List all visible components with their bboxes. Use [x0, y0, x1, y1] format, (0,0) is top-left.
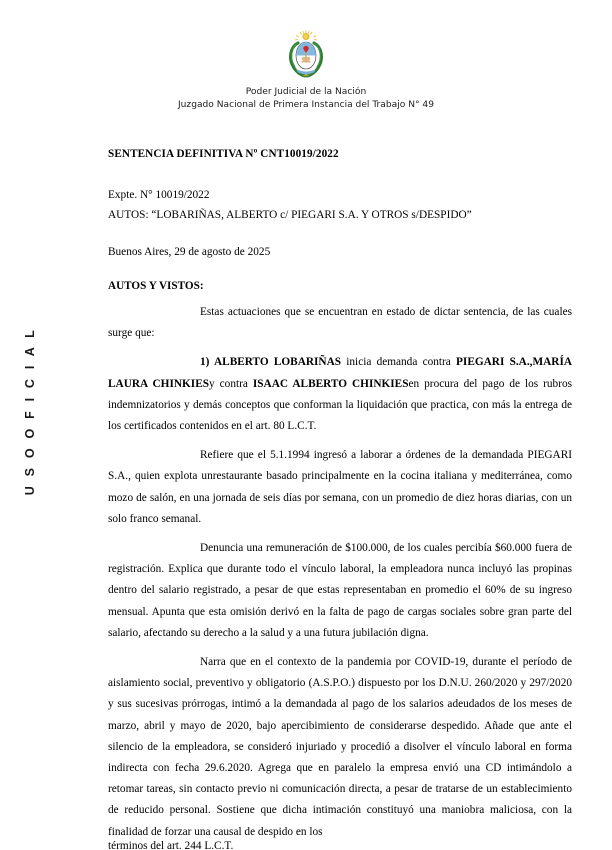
- paragraph-intro: [108, 302, 572, 344]
- court-header-lines: [0, 86, 612, 111]
- expediente-line: Expte. N° 10019/2022: [108, 189, 210, 201]
- paragraph-narra: [108, 652, 572, 843]
- clipped-bottom-line: [108, 836, 572, 850]
- uso-oficial-label: U S O O F I C I A L: [23, 326, 37, 496]
- paragraph-punto-1-run-2: PIEGARI S.A.,MARÍA LAURA CHINKIES: [108, 356, 573, 390]
- paragraph-narra-run-0: Narra que en el contexto de la pandemia por COVID-19, durante el período de aislamiento social, preventivo y obligatorio (A.S.P.O.) dispuesto por los D.N.U. 260/2020 y 297/2020 y sus sucesivas prórrogas, intimó a la demandada al pago de los salarios adeudados de los meses de marzo, abril y mayo de 2020, bajo apercibimiento de considerarse despedido. Añade que ante el silencio de la empleadora, se consideró injuriado y procedió a disolver el vínculo laboral en forma indirecta con fecha 29.6.2020. Agrega que en paralelo la empresa envió una CD intimándolo a retomar tareas, sin contacto previo ni comunicación directa, a pesar de tratarse de un establecimiento de reducido personal. Sostiene que dicha intimación constituyó una maniobra maliciosa, con la finalidad de forzar una causal de despido en los: [108, 656, 572, 838]
- court-line-juzgado: Juzgado Nacional de Primera Instancia del Trabajo N° 49: [177, 99, 435, 110]
- paragraph-refiere-run-0: Refiere que el 5.1.1994 ingresó a laborar a órdenes de la demandada PIEGARI S.A., quien explota unrestaurante basado principalmente en la cocina italiana y mediterránea, como mozo de salón, en una jornada de seis días por semana, con un promedio de diez horas diarias, con un solo franco semanal.: [108, 449, 572, 525]
- paragraph-denuncia: [108, 538, 572, 644]
- sentencia-title: SENTENCIA DEFINITIVA Nº CNT10019/2022: [108, 148, 339, 160]
- court-line-poder-judicial: Poder Judicial de la Nación: [245, 87, 367, 97]
- paragraph-denuncia-run-0: Denuncia una remuneración de $100.000, de los cuales percibía $60.000 fuera de registración. Explica que durante todo el vínculo laboral, la empleadora nunca incluyó las propinas dentro del salario registrado, a pesar de que estas representaban en promedio el 60% de su ingreso mensual. Apunta que esta omisión derivó en la falta de pago de cargas sociales sobre gran parte del salario, afectando su derecho a la salud y a una futura jubilación digna.: [108, 542, 572, 639]
- paragraph-punto-1-run-1: inicia demanda contra: [341, 356, 457, 369]
- argentina-coat-of-arms-icon: [283, 30, 329, 80]
- document-header: [0, 0, 612, 111]
- paragraph-punto-1-run-5: en procura del pago de los rubros indemnizatorios y demás conceptos que conforman la liquidación que practica, con más la entrega de los certificados contenidos en el art. 80 L.C.T.: [108, 377, 573, 433]
- autos-y-vistos-heading: AUTOS Y VISTOS:: [108, 280, 204, 292]
- paragraph-intro-run-0: Estas actuaciones que se encuentran en estado de dictar sentencia, de las cuales surge que:: [108, 306, 572, 340]
- paragraph-refiere: [108, 445, 572, 530]
- paragraph-list: [108, 302, 572, 843]
- uso-oficial-margin-stamp: [0, 0, 60, 850]
- document-body: [108, 148, 572, 843]
- paragraph-punto-1-run-0: 1) ALBERTO LOBARIÑAS: [200, 356, 342, 369]
- autos-caption-line: AUTOS: “LOBARIÑAS, ALBERTO c/ PIEGARI S.A. Y OTROS s/DESPIDO”: [108, 209, 472, 221]
- clipped-bottom-text: términos del art. 244 L.C.T.: [108, 840, 234, 850]
- place-date-line: Buenos Aires, 29 de agosto de 2025: [108, 246, 271, 258]
- paragraph-punto-1-run-4: ISAAC ALBERTO CHINKIES: [252, 377, 409, 390]
- paragraph-punto-1: [108, 352, 572, 437]
- paragraph-punto-1-run-3: y contra: [209, 377, 253, 390]
